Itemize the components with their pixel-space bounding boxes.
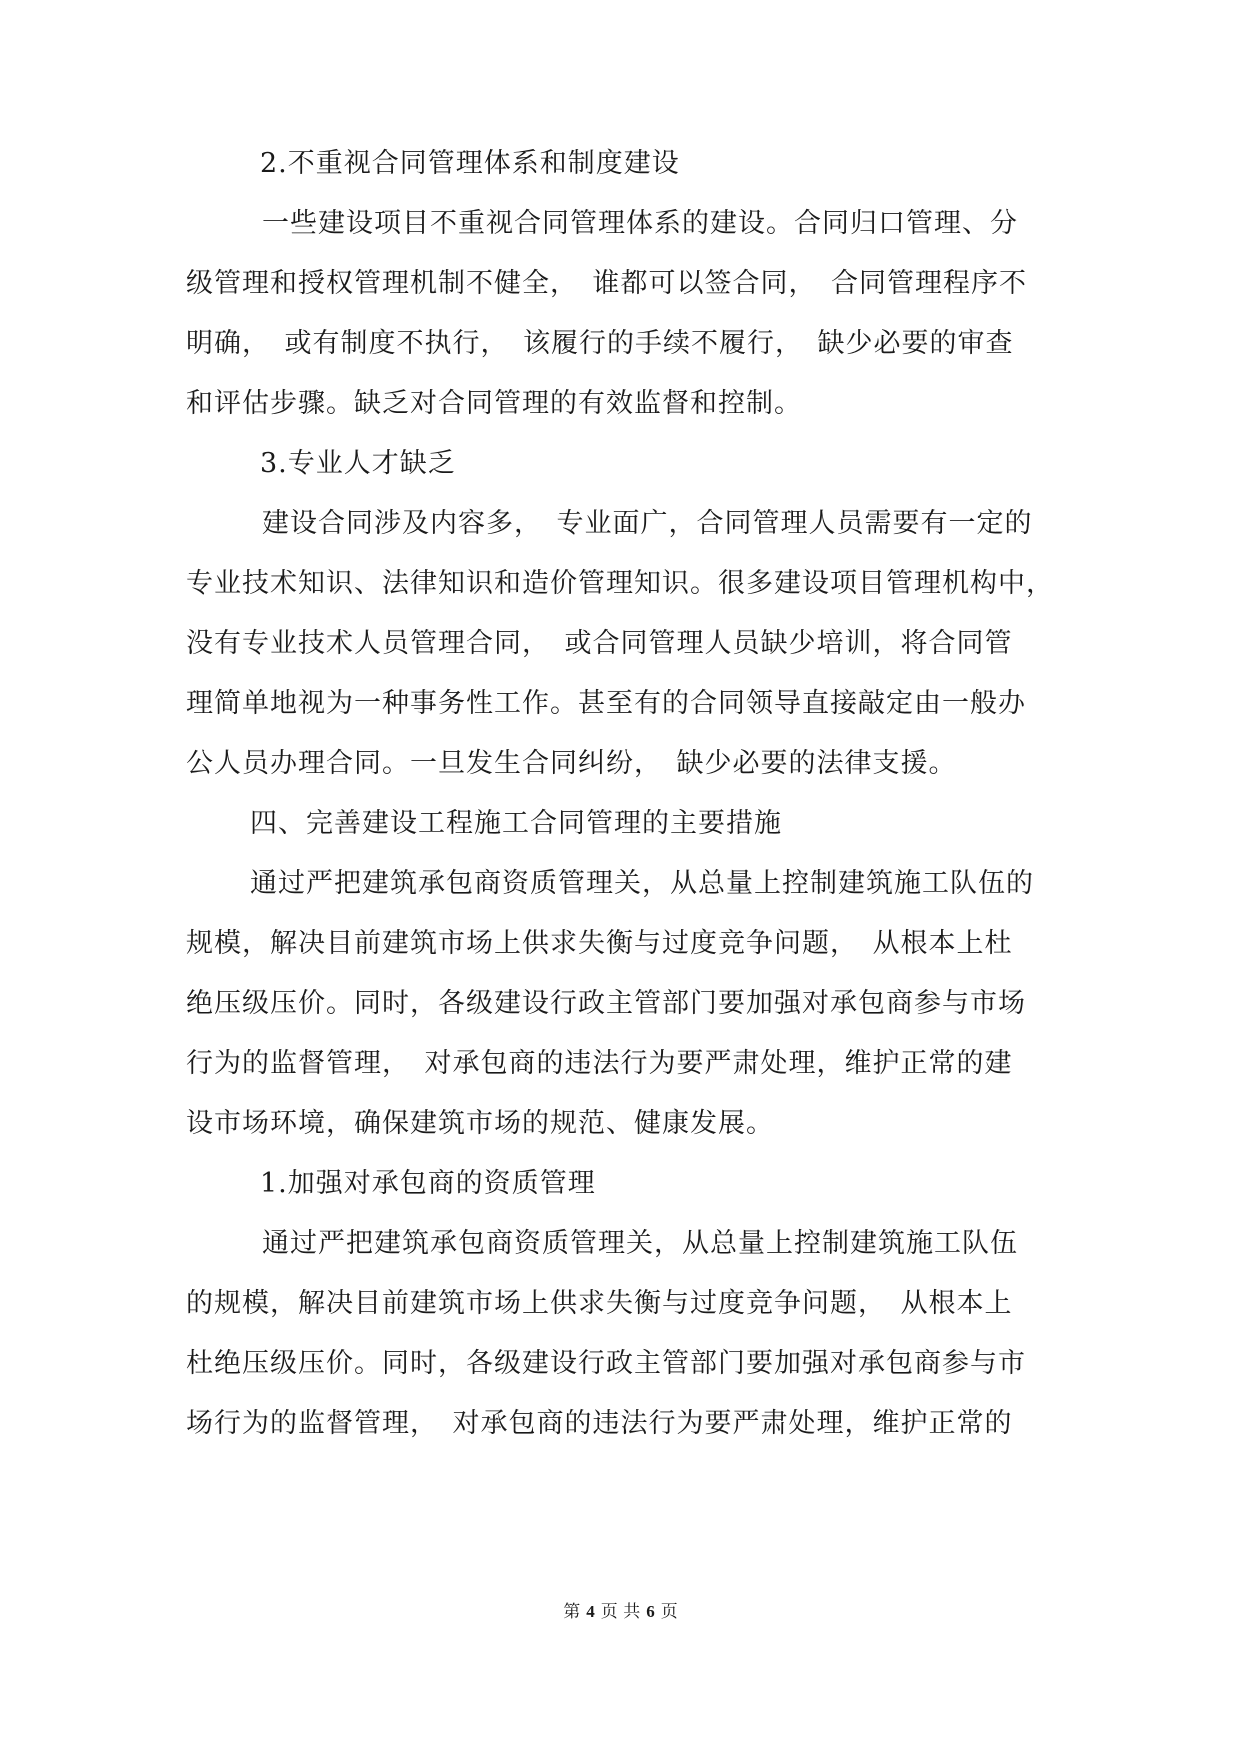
paragraph-line: 通过严把建筑承包商资质管理关，从总量上控制建筑施工队伍 — [234, 1228, 1018, 1259]
paragraph-line: 理简单地视为一种事务性工作。甚至有的合同领导直接敲定由一般办 — [186, 688, 1026, 719]
heading-2: 2.不重视合同管理体系和制度建设 — [232, 148, 680, 179]
paragraph-line: 一些建设项目不重视合同管理体系的建设。合同归口管理、分 — [234, 208, 1018, 239]
paragraph-line: 设市场环境，确保建筑市场的规范、健康发展。 — [186, 1108, 774, 1139]
footer-suffix: 页 — [660, 1602, 678, 1622]
heading-1: 1.加强对承包商的资质管理 — [232, 1168, 596, 1199]
paragraph-line: 杜绝压级压价。同时，各级建设行政主管部门要加强对承包商参与市 — [186, 1348, 1026, 1379]
page-footer — [0, 1601, 1241, 1623]
paragraph-line: 建设合同涉及内容多， 专业面广，合同管理人员需要有一定的 — [234, 508, 1033, 539]
paragraph-line: 公人员办理合同。一旦发生合同纠纷， 缺少必要的法律支援。 — [186, 748, 957, 779]
footer-total-pages: 6 — [646, 1602, 655, 1621]
paragraph-line: 的规模，解决目前建筑市场上供求失衡与过度竞争问题， 从根本上 — [186, 1288, 1013, 1319]
paragraph-line: 没有专业技术人员管理合同， 或合同管理人员缺少培训，将合同管 — [186, 628, 1013, 659]
section-heading-4: 四、完善建设工程施工合同管理的主要措施 — [222, 808, 782, 839]
footer-prefix: 第 — [563, 1602, 581, 1622]
paragraph-line: 明确， 或有制度不执行， 该履行的手续不履行， 缺少必要的审查 — [186, 328, 1014, 359]
paragraph-line: 级管理和授权管理机制不健全， 谁都可以签合同， 合同管理程序不 — [186, 268, 1027, 299]
heading-3: 3.专业人才缺乏 — [232, 448, 456, 479]
footer-middle: 页 共 — [600, 1602, 641, 1622]
paragraph-line: 通过严把建筑承包商资质管理关，从总量上控制建筑施工队伍的 — [222, 868, 1034, 899]
paragraph-line: 和评估步骤。缺乏对合同管理的有效监督和控制。 — [186, 388, 802, 419]
paragraph-line: 行为的监督管理， 对承包商的违法行为要严肃处理，维护正常的建 — [186, 1048, 1013, 1079]
paragraph-line: 专业技术知识、法律知识和造价管理知识。很多建设项目管理机构中， — [186, 568, 1054, 599]
paragraph-line: 规模，解决目前建筑市场上供求失衡与过度竞争问题， 从根本上杜 — [186, 928, 1013, 959]
paragraph-line: 场行为的监督管理， 对承包商的违法行为要严肃处理，维护正常的 — [186, 1408, 1013, 1439]
paragraph-line: 绝压级压价。同时，各级建设行政主管部门要加强对承包商参与市场 — [186, 988, 1026, 1019]
footer-current-page: 4 — [586, 1602, 595, 1621]
